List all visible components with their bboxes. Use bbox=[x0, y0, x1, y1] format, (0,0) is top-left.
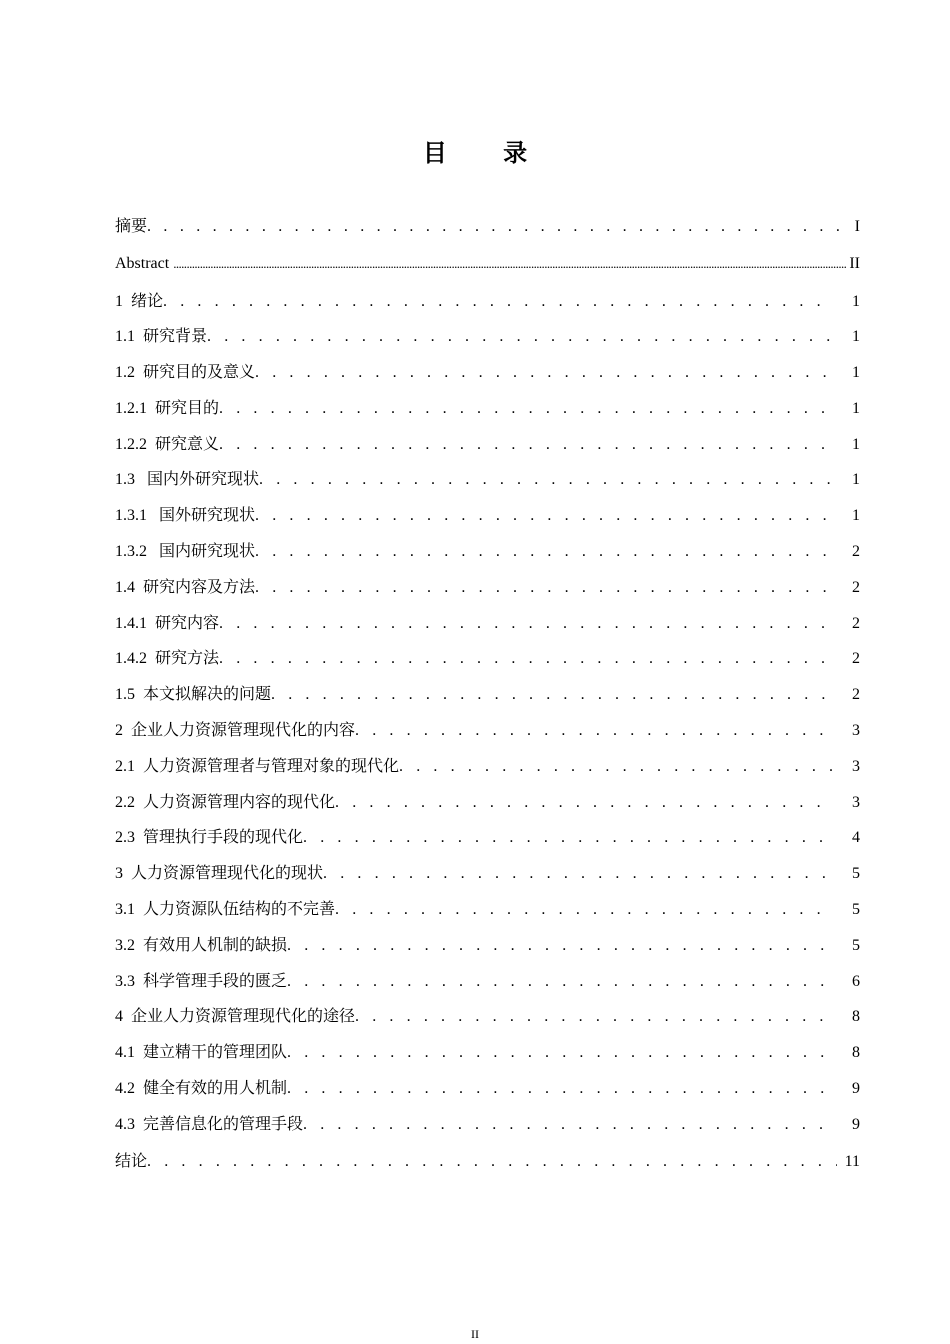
toc-entry-page: 9 bbox=[852, 1080, 860, 1098]
toc-entry-page: 2 bbox=[852, 578, 860, 596]
toc-entry[interactable] bbox=[115, 677, 860, 713]
toc-entry-page: 2 bbox=[852, 686, 860, 704]
toc-entry-page: 11 bbox=[844, 1152, 860, 1170]
toc-entry-label: 1.5 本文拟解决的问题 bbox=[115, 686, 272, 704]
toc-entry[interactable] bbox=[115, 534, 860, 570]
toc-entry-label: 1.2.1 研究目的 bbox=[115, 399, 220, 417]
toc-entry-label: 4.1 建立精干的管理团队 bbox=[115, 1044, 288, 1062]
toc-entry-page: 1 bbox=[852, 292, 860, 310]
toc-entry-page: 1 bbox=[852, 471, 860, 489]
toc-entry-label: 1.2.2 研究意义 bbox=[115, 435, 220, 453]
toc-entry-label: 2.2 人力资源管理内容的现代化 bbox=[115, 793, 336, 811]
page-title: 目 录 bbox=[422, 139, 552, 168]
toc-entry-page: 5 bbox=[852, 901, 860, 919]
toc-entry[interactable] bbox=[115, 284, 860, 320]
toc-entry-label: 1.3.1 国外研究现状 bbox=[115, 507, 256, 525]
table-of-contents bbox=[115, 209, 860, 1181]
toc-entry-page: 1 bbox=[852, 364, 860, 382]
toc-entry[interactable] bbox=[115, 319, 860, 355]
toc-entry-label: 2 企业人力资源管理现代化的内容 bbox=[115, 722, 356, 740]
toc-entry-page: 2 bbox=[852, 650, 860, 668]
toc-entry-label: 2.1 人力资源管理者与管理对象的现代化 bbox=[115, 757, 400, 775]
toc-entry-label: 1.3.2 国内研究现状 bbox=[115, 543, 256, 561]
toc-dot-leader bbox=[259, 462, 834, 498]
toc-dot-leader bbox=[173, 245, 846, 284]
toc-entry-label: 4.2 健全有效的用人机制 bbox=[115, 1080, 288, 1098]
toc-entry-label: 3 人力资源管理现代化的现状 bbox=[115, 865, 324, 883]
toc-entry[interactable] bbox=[115, 606, 860, 642]
toc-entry[interactable] bbox=[115, 1107, 860, 1143]
toc-entry-page: 3 bbox=[852, 757, 860, 775]
toc-entry-page: 8 bbox=[852, 1008, 860, 1026]
toc-entry[interactable] bbox=[115, 964, 860, 1000]
toc-dot-leader bbox=[147, 209, 846, 245]
toc-dot-leader bbox=[399, 749, 834, 785]
toc-entry[interactable] bbox=[115, 749, 860, 785]
toc-entry-label: 3.1 人力资源队伍结构的不完善 bbox=[115, 901, 336, 919]
toc-entry[interactable] bbox=[115, 1071, 860, 1107]
toc-entry[interactable] bbox=[115, 462, 860, 498]
toc-entry[interactable] bbox=[115, 713, 860, 749]
toc-entry-label: 1.2 研究目的及意义 bbox=[115, 364, 256, 382]
toc-entry[interactable] bbox=[115, 498, 860, 534]
toc-dot-leader bbox=[271, 677, 834, 713]
toc-entry-label: 4.3 完善信息化的管理手段 bbox=[115, 1115, 304, 1133]
toc-entry-abstract-en[interactable] bbox=[115, 245, 860, 284]
toc-entry-page: 8 bbox=[852, 1044, 860, 1062]
toc-entry[interactable] bbox=[115, 641, 860, 677]
toc-dot-leader bbox=[255, 534, 834, 570]
toc-dot-leader bbox=[303, 820, 834, 856]
toc-entry[interactable] bbox=[115, 820, 860, 856]
toc-entry-label: 1.4.2 研究方法 bbox=[115, 650, 220, 668]
toc-entry-page: II bbox=[849, 255, 860, 272]
toc-dot-leader bbox=[219, 641, 834, 677]
toc-entry-abstract-cn[interactable] bbox=[115, 209, 860, 245]
toc-entry[interactable] bbox=[115, 355, 860, 391]
toc-entry-label: 1.1 研究背景 bbox=[115, 328, 208, 346]
toc-dot-leader bbox=[255, 498, 834, 534]
toc-entry[interactable] bbox=[115, 892, 860, 928]
toc-entry-label: 1.4 研究内容及方法 bbox=[115, 578, 256, 596]
toc-entry[interactable] bbox=[115, 570, 860, 606]
toc-dot-leader bbox=[287, 1035, 834, 1071]
toc-entry-page: 1 bbox=[852, 399, 860, 417]
toc-dot-leader bbox=[207, 319, 834, 355]
toc-entry-conclusion[interactable] bbox=[115, 1143, 860, 1181]
toc-entry-page: 2 bbox=[852, 543, 860, 561]
toc-entry[interactable] bbox=[115, 999, 860, 1035]
toc-entry-page: 3 bbox=[852, 793, 860, 811]
toc-dot-leader bbox=[163, 284, 834, 320]
toc-entry-label: 2.3 管理执行手段的现代化 bbox=[115, 829, 304, 847]
toc-dot-leader bbox=[219, 391, 834, 427]
toc-entry-page: 5 bbox=[852, 936, 860, 954]
toc-entry[interactable] bbox=[115, 391, 860, 427]
toc-entry-label: 4 企业人力资源管理现代化的途径 bbox=[115, 1008, 356, 1026]
toc-dot-leader bbox=[255, 355, 834, 391]
toc-dot-leader bbox=[323, 856, 834, 892]
toc-dot-leader bbox=[219, 427, 834, 463]
toc-entry-page: 4 bbox=[852, 829, 860, 847]
toc-entry-page: 2 bbox=[852, 614, 860, 632]
toc-dot-leader bbox=[355, 713, 834, 749]
toc-entry-label: 3.2 有效用人机制的缺损 bbox=[115, 936, 288, 954]
toc-dot-leader bbox=[287, 1071, 834, 1107]
toc-entry[interactable] bbox=[115, 856, 860, 892]
toc-entry-label: Abstract bbox=[115, 255, 174, 272]
toc-entry[interactable] bbox=[115, 928, 860, 964]
toc-entry[interactable] bbox=[115, 1035, 860, 1071]
toc-dot-leader bbox=[219, 606, 834, 642]
toc-dot-leader bbox=[335, 892, 834, 928]
toc-dot-leader bbox=[303, 1107, 834, 1143]
toc-entry-page: 3 bbox=[852, 722, 860, 740]
toc-dot-leader bbox=[287, 964, 834, 1000]
toc-entry-page: 1 bbox=[852, 507, 860, 525]
toc-entry-page: 1 bbox=[852, 328, 860, 346]
toc-entry[interactable] bbox=[115, 427, 860, 463]
toc-dot-leader bbox=[287, 928, 834, 964]
toc-dot-leader bbox=[255, 570, 834, 606]
toc-entry-label: 1.3 国内外研究现状 bbox=[115, 471, 260, 489]
toc-entry-label: 1.4.1 研究内容 bbox=[115, 614, 220, 632]
toc-dot-leader bbox=[147, 1143, 837, 1181]
toc-entry-label: 3.3 科学管理手段的匮乏 bbox=[115, 972, 288, 990]
toc-entry-label: 结论 bbox=[115, 1152, 148, 1170]
toc-entry-page: 1 bbox=[852, 435, 860, 453]
toc-entry-page: 5 bbox=[852, 865, 860, 883]
toc-entry-page: 6 bbox=[852, 972, 860, 990]
toc-entry-page: I bbox=[854, 218, 860, 235]
toc-entry-label: 摘要 bbox=[115, 218, 148, 235]
footer-page-number: II bbox=[471, 1327, 479, 1341]
toc-entry-page: 9 bbox=[852, 1115, 860, 1133]
toc-dot-leader bbox=[355, 999, 834, 1035]
toc-dot-leader bbox=[335, 785, 834, 821]
toc-entry[interactable] bbox=[115, 785, 860, 821]
toc-entry-label: 1 绪论 bbox=[115, 292, 164, 310]
